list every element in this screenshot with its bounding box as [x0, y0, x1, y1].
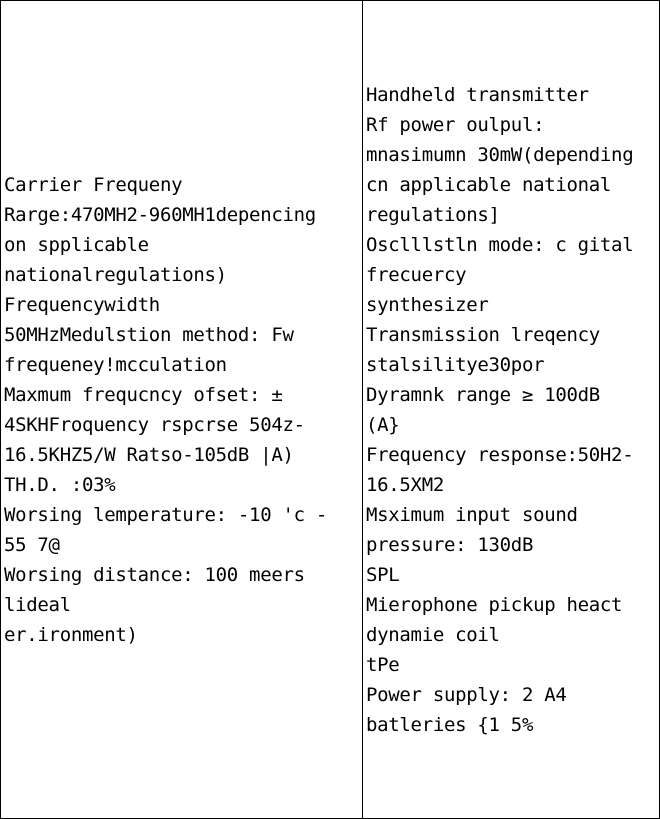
- spec-line: 4SKHFroquency rspcrse 504z-: [4, 413, 305, 436]
- spec-line: synthesizer: [366, 293, 489, 316]
- spec-line: dynamie coil: [366, 623, 500, 646]
- spec-line: regulations]: [366, 203, 500, 226]
- spec-line: SPL: [366, 563, 400, 586]
- spec-line: Rf power oulpul:: [366, 113, 545, 136]
- spec-line: nationalregulations): [4, 263, 227, 286]
- spec-line: Worsing lemperature: -10 'c -: [4, 503, 328, 526]
- spec-line: er.ironment): [4, 623, 138, 646]
- spec-line: 50MHzMedulstion method: Fw: [4, 323, 294, 346]
- spec-line: Mierophone pickup heact: [366, 593, 623, 616]
- spec-line: stalsilitye30por: [366, 353, 545, 376]
- spec-line: lideal: [4, 593, 71, 616]
- spec-line: TH.D. :03%: [4, 473, 116, 496]
- spec-line: Osclllstln mode: c gital: [366, 233, 634, 256]
- spec-line: Dyramnk range ≥ 100dB: [366, 383, 600, 406]
- spec-line: on spplicable: [4, 233, 149, 256]
- spec-line: Msximum input sound: [366, 503, 578, 526]
- spec-line: Worsing distance: 100 meers: [4, 563, 305, 586]
- spec-line: (A}: [366, 413, 400, 436]
- spec-line: Power supply: 2 A4: [366, 683, 567, 706]
- spec-line: pressure: 130dB: [366, 533, 534, 556]
- spec-line: Rarge:470MH2-960MH1depencing: [4, 203, 316, 226]
- left-spec-column: [1, 1, 363, 818]
- spec-line: Transmission lreqency: [366, 323, 600, 346]
- spec-line: Maxmum frequcncy ofset: ±: [4, 383, 283, 406]
- spec-line: 55 7@: [4, 533, 60, 556]
- spec-line: cn applicable national: [366, 173, 612, 196]
- spec-line: mnasimumn 30mW(depending: [366, 143, 634, 166]
- right-spec-column: [363, 1, 659, 818]
- spec-line: Carrier Frequeny: [4, 173, 183, 196]
- spec-line: Handheld transmitter: [366, 83, 589, 106]
- spec-line: Frequencywidth: [4, 293, 160, 316]
- spec-line: frequeney!mcculation: [4, 353, 227, 376]
- spec-line: frecuercy: [366, 263, 467, 286]
- spec-line: 16.5KHZ5/W Ratso-105dB |A): [4, 443, 294, 466]
- spec-line: batleries {1 5%: [366, 713, 534, 736]
- spec-line: tPe: [366, 653, 400, 676]
- spec-line: 16.5XM2: [366, 473, 444, 496]
- spec-line: Frequency response:50H2-: [366, 443, 634, 466]
